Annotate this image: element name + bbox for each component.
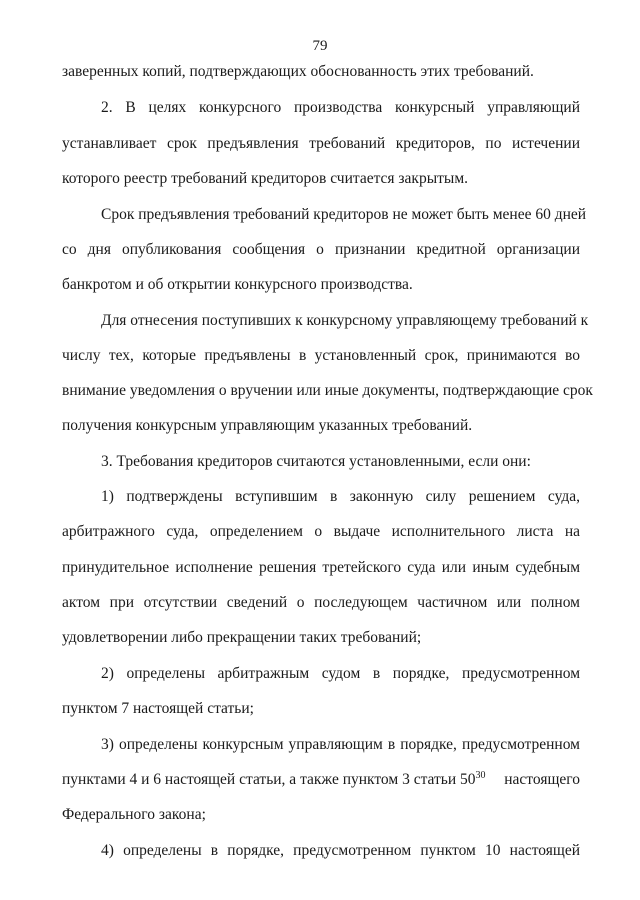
text-line: Для отнесения поступивших к конкурсному управляющему требований к bbox=[101, 312, 589, 329]
text-line: 2. В целях конкурсного производства конкурсный управляющий bbox=[101, 99, 580, 116]
text-fragment: пунктами 4 и 6 настоящей статьи, а также пунктом 3 статьи $50^{30}$ bbox=[62, 770, 486, 788]
text-line-with-superscript bbox=[62, 770, 580, 790]
text-line: пунктом 7 настоящей статьи; bbox=[62, 700, 254, 717]
text-line: 4) определены в порядке, предусмотренном пунктом 10 настоящей bbox=[101, 842, 580, 859]
text-line: 2) определены арбитражным судом в порядке, предусмотренном bbox=[101, 665, 580, 682]
text-line: удовлетворении либо прекращении таких требований; bbox=[62, 629, 422, 646]
text-line: числу тех, которые предъявлены в установленный срок, принимаются во bbox=[62, 347, 580, 364]
text-line: принудительное исполнение решения третейского суда или иным судебным bbox=[62, 559, 580, 576]
text-line: 3. Требования кредиторов считаются установленными, если они: bbox=[101, 453, 531, 470]
text-line: 3) определены конкурсным управляющим в порядке, предусмотренном bbox=[101, 736, 580, 753]
text-line: арбитражного суда, определением о выдаче исполнительного листа на bbox=[62, 523, 580, 540]
text-line: которого реестр требований кредиторов считается закрытым. bbox=[62, 170, 468, 187]
text-line: 1) подтверждены вступившим в законную силу решением суда, bbox=[101, 488, 580, 505]
text-line: устанавливает срок предъявления требований кредиторов, по истечении bbox=[62, 135, 580, 152]
text-line: получения конкурсным управляющим указанных требований. bbox=[62, 417, 473, 434]
superscript: 30 bbox=[475, 770, 486, 781]
page-number: 79 bbox=[312, 38, 328, 54]
text-line: заверенных копий, подтверждающих обоснованность этих требований. bbox=[62, 63, 534, 80]
text-line: банкротом и об открытии конкурсного производства. bbox=[62, 276, 413, 293]
text-line: Срок предъявления требований кредиторов не может быть менее 60 дней bbox=[101, 206, 587, 223]
text-line: внимание уведомления о вручении или иные документы, подтверждающие срок bbox=[62, 382, 593, 399]
text-fragment: настоящего bbox=[504, 771, 580, 788]
text-line: Федерального закона; bbox=[62, 806, 206, 823]
text-line: актом при отсутствии сведений о последующем частичном или полном bbox=[62, 594, 580, 611]
text-line: со дня опубликования сообщения о признании кредитной организации bbox=[62, 241, 580, 258]
